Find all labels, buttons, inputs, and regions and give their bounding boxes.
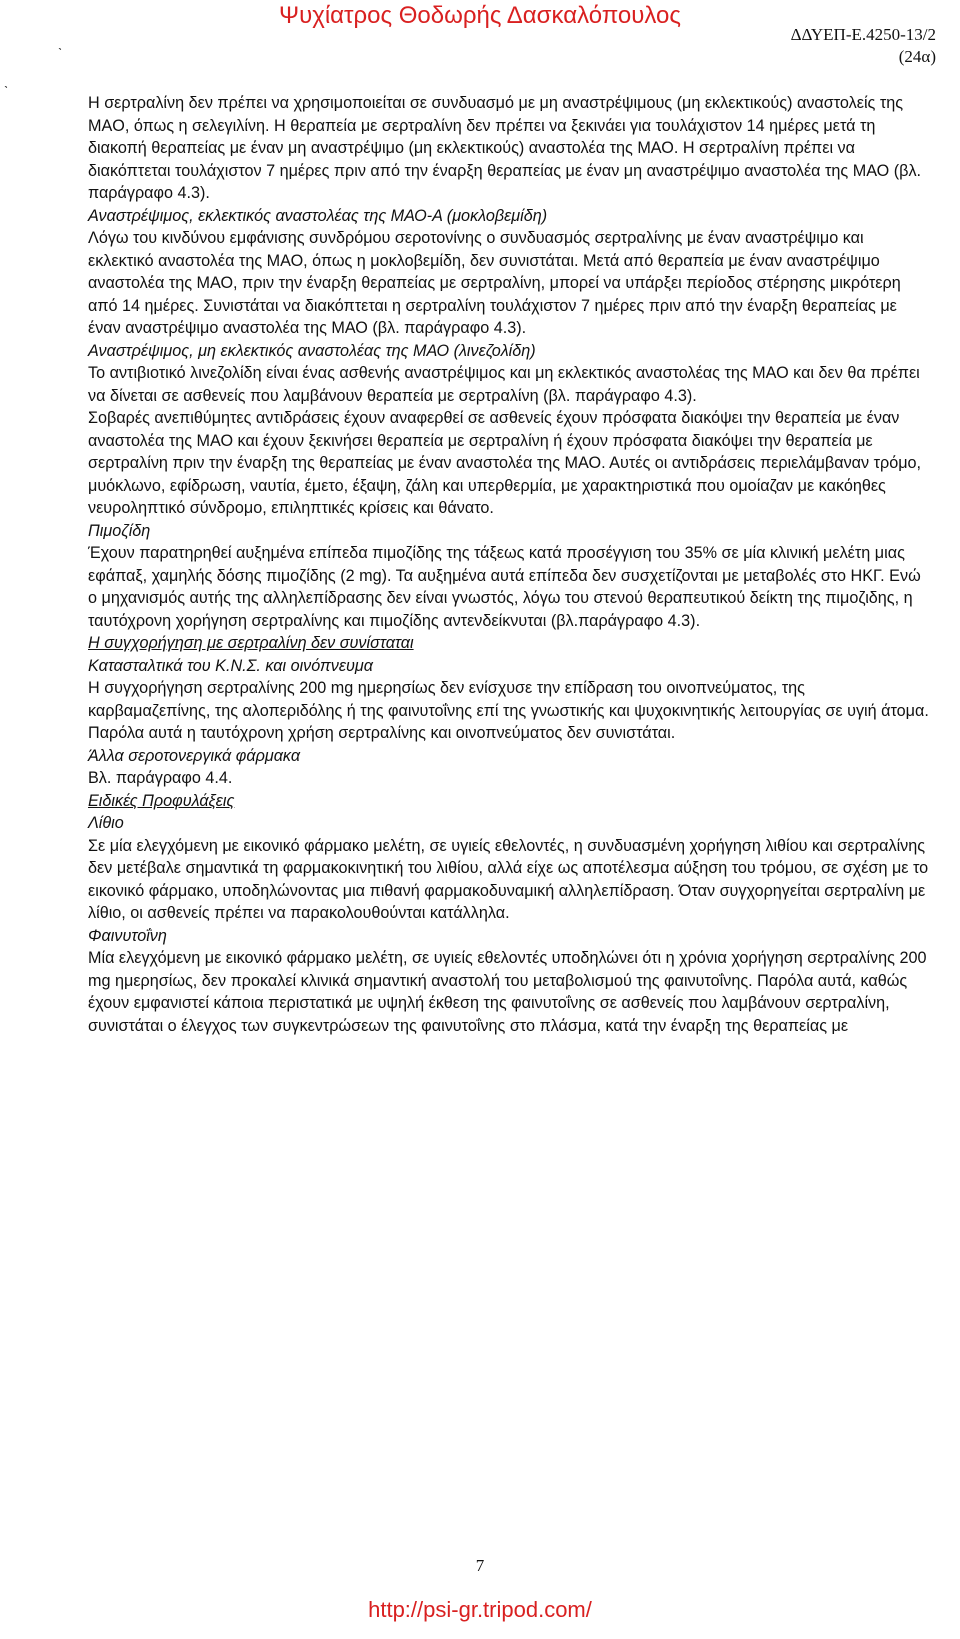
phenytoin-paragraph: Μία ελεγχόμενη με εικονικό φάρμακο μελέτη, σε υγιείς εθελοντές υποδηλώνει ότι η χρόνια χορήγηση σερτραλίνης 200 mg ημερησίως, δεν προκαλεί κλινικά σημαντική αναστολή του μεταβολισμού της φαινυτοΐνης. Παρόλα αυτά, καθώς έχουν εμφανιστεί κάποια περιστατικά με υψηλή έκθεση της φαινυτοΐνης σε ασθενείς που λαμβάνουν σερτραλίνη, συνιστάται ο έλεγχος των συγκεντρώσεων της φαινυτοΐνης στο πλάσμα, κατά την έναρξη της θεραπείας με (88, 949, 927, 1035)
serotonergic-heading: Άλλα σεροτονεργικά φάρμακα (88, 746, 301, 765)
lithium-heading: Λίθιο (88, 814, 124, 832)
not-recommended-heading: Η συγχορήγηση με σερτραλίνη δεν συνίσταται (88, 634, 414, 652)
maoa-heading: Αναστρέψιμος, εκλεκτικός αναστολέας της ΜΑΟ-Α (μοκλοβεμίδη) (88, 206, 548, 225)
document-code (791, 24, 936, 68)
scan-mark: ˎ (4, 72, 9, 88)
adverse-reactions-paragraph: Σοβαρές ανεπιθύμητες αντιδράσεις έχουν αναφερθεί σε ασθενείς έχουν πρόσφατα διακόψει την θεραπεία με έναν αναστολέα της ΜΑΟ και έχουν ξεκινήσει θεραπεία με σερτραλίνη ή έχουν πρόσφατα διακόψει την θεραπεία με σερτραλίνη πριν την έναρξη της θεραπείας με έναν αναστολέα της ΜΑΟ. Αυτές οι αντιδράσεις περιελάμβαναν τρόμο, μυόκλωνο, εφίδρωση, ναυτία, έμετο, έξαψη, ζάλη και υπερθερμία, με χαρακτηριστικά που ομοίαζαν με κακόηθες νευροληπτικό σύνδρομο, επιληπτικές κρίσεις και θάνατο. (88, 409, 922, 517)
linezolid-paragraph: Το αντιβιοτικό λινεζολίδη είναι ένας ασθενής αναστρέψιμος και μη εκλεκτικός αναστολέας της ΜΑΟ και δεν θα πρέπει να δίνεται σε ασθενείς που λαμβάνουν θεραπεία με σερτραλίνη (βλ. παράγραφο 4.3). (88, 364, 920, 405)
cns-heading: Κατασταλτικά του Κ.Ν.Σ. και οινόπνευμα (88, 656, 373, 675)
pimozide-paragraph: Έχουν παρατηρηθεί αυξημένα επίπεδα πιμοζίδης της τάξεως κατά προσέγγιση του 35% σε μία κλινική μελέτη μιας εφάπαξ, χαμηλής δόσης πιμοζίδης (2 mg). Τα αυξημένα αυτά επίπεδα δεν συσχετίζονται με μεταβολές στο ΗΚΓ. Ενώ ο μηχανισμός αυτής της αλληλεπίδρασης δεν είναι γνωστός, λόγω του στενού θεραπευτικού δείκτη της πιμοζιδης, η ταυτόχρονη χορήγηση σερτραλίνης και πιμοζίδης αντενδείκνυται (βλ.παράγραφο 4.3). (88, 544, 921, 630)
serotonergic-paragraph: Βλ. παράγραφο 4.4. (88, 769, 233, 787)
footer-url[interactable]: http://psi-gr.tripod.com/ (368, 1597, 592, 1622)
maoa-paragraph: Λόγω του κινδύνου εμφάνισης συνδρόμου σεροτονίνης ο συνδυασμός σερτραλίνης με έναν αναστρέψιμο και εκλεκτικό αναστολέα της ΜΑΟ, όπως η μοκλοβεμίδη, δεν συνιστάται. Μετά από θεραπεία με έναν αναστρέψιμο αναστολέα της ΜΑΟ, πριν την έναρξη θεραπείας με σερτραλίνη, μπορεί να υπάρξει περίοδος στέρησης μικρότερη από 14 ημέρες. Συνιστάται να διακόπτεται η σερτραλίνη τουλάχιστον 7 ημέρες πριν από την έναρξη θεραπείας με έναν αναστρέψιμο αναστολέα της ΜΑΟ (βλ. παράγραφο 4.3). (88, 229, 901, 337)
cns-paragraph: Η συγχορήγηση σερτραλίνης 200 mg ημερησίως δεν ενίσχυσε την επίδραση του οινοπνεύματος, της καρβαμαζεπίνης, της αλοπεριδόλης ή της φαινυτοΐνης επί της γνωστικής και ψυχοκινητικής λειτουργίας σε υγιή άτομα. Παρόλα αυτά η ταυτόχρονη χρήση σερτραλίνης και οινοπνεύματος δεν συνιστάται. (88, 679, 929, 742)
scan-mark: ˎ (58, 34, 63, 50)
phenytoin-heading: Φαινυτοΐνη (88, 926, 167, 945)
site-title: Ψυχίατρος Θοδωρής Δασκαλόπουλος (279, 2, 681, 29)
document-code-suffix: (24α) (898, 47, 936, 66)
lithium-paragraph: Σε μία ελεγχόμενη με εικονικό φάρμακο μελέτη, σε υγιείς εθελοντές, η συνδυασμένη χορήγηση λιθίου και σερτραλίνης δεν μετέβαλε σημαντικά τη φαρμακοκινητική του λιθίου, αλλά είχε ως αποτέλεσμα αύξηση του τρόμου, σε σχέση με το εικονικό φάρμακο, υποδηλώνοντας μια πιθανή φαρμακοδυναμική αλληλεπίδραση. Όταν συγχορηγείται σερτραλίνη με λίθιο, οι ασθενείς πρέπει να παρακολουθούνται κατάλληλα. (88, 836, 929, 922)
intro-paragraph: Η σερτραλίνη δεν πρέπει να χρησιμοποιείται σε συνδυασμό με μη αναστρέψιμους (μη εκλεκτικούς) αναστολείς της MAO, όπως η σελεγιλίνη. Η θεραπεία με σερτραλίνη δεν πρέπει να ξεκινάει για τουλάχιστον 14 ημέρες μετά τη διακοπή θεραπείας με έναν μη αναστρέψιμο (μη εκλεκτικούς) αναστολέα της ΜΑΟ. Η σερτραλίνη πρέπει να διακόπτεται τουλάχιστον 7 ημέρες πριν από την έναρξη θεραπείας με έναν μη αναστρέψιμο αναστολέα της ΜΑΟ (βλ. παράγραφο 4.3). (88, 94, 922, 202)
document-code-line: ΔΔΥΕΠ-Ε.4250-13/2 (790, 25, 936, 44)
linezolid-heading: Αναστρέψιμος, μη εκλεκτικός αναστολέας της ΜΑΟ (λινεζολίδη) (88, 341, 536, 360)
pimozide-heading: Πιμοζίδη (88, 521, 151, 540)
document-body (88, 92, 930, 1037)
precautions-heading: Ειδικές Προφυλάξεις (88, 791, 235, 810)
page-number: 7 (475, 1556, 485, 1575)
